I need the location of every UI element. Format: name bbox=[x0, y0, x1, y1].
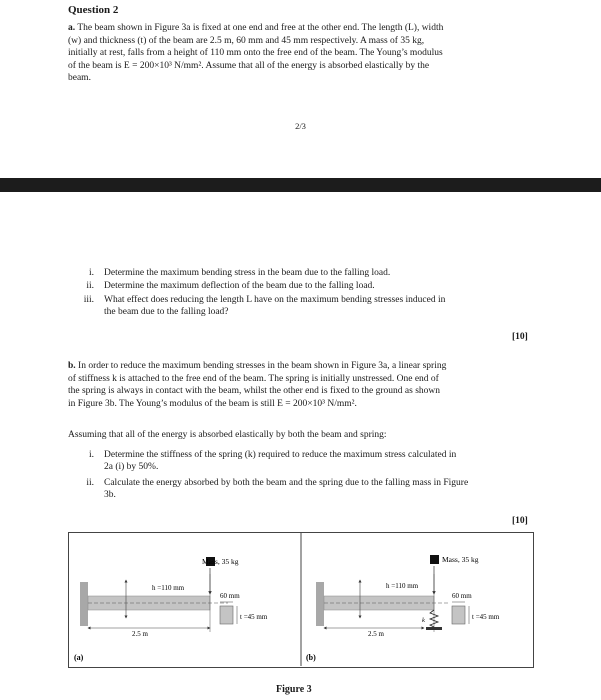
panel-a-label: (a) bbox=[74, 653, 84, 662]
page-separator-band bbox=[0, 178, 601, 192]
part-b-paragraph bbox=[68, 360, 538, 410]
falling-mass-block bbox=[430, 555, 439, 564]
figure-3-illustration bbox=[68, 532, 534, 668]
question-number: ii. bbox=[86, 478, 94, 488]
question-item bbox=[68, 477, 538, 505]
marks-b: [10] bbox=[512, 516, 528, 526]
question-number: ii. bbox=[86, 281, 94, 291]
question-heading: Question 2 bbox=[68, 4, 119, 16]
question-item bbox=[68, 294, 538, 322]
question-text: Determine the maximum deflection of the beam due to the falling load. bbox=[104, 281, 375, 291]
cross-section-rect bbox=[220, 606, 233, 624]
part-a-line: (w) and thickness (t) of the beam are 2.5 m, 60 mm and 45 mm respectively. A mass of 35 kg, bbox=[68, 35, 425, 46]
length-label: 2.5 m bbox=[368, 630, 384, 638]
width-label: 60 mm bbox=[452, 592, 472, 600]
part-b-line: b. In order to reduce the maximum bending stresses in the beam shown in Figure 3a, a linear spring bbox=[68, 361, 447, 371]
part-b-line: of stiffness k is attached to the free end of the beam. The spring is initially unstressed. One end of bbox=[68, 373, 439, 384]
part-a-line: of the beam is E = 200×10³ N/mm². Assume that all of the energy is absorbed elastically by the bbox=[68, 60, 430, 71]
length-label: 2.5 m bbox=[132, 630, 148, 638]
marks-a: [10] bbox=[512, 332, 528, 342]
question-text: What effect does reducing the length L have on the maximum bending stresses induced in the beam due to the falling load? bbox=[104, 295, 446, 317]
figure-panel-b bbox=[306, 555, 500, 662]
question-number: i. bbox=[88, 450, 94, 460]
thickness-label: t =45 mm bbox=[472, 613, 500, 621]
question-number: iii. bbox=[83, 295, 94, 305]
question-text: Determine the stiffness of the spring (k) required to reduce the maximum stress calculated in 2a (i) by 50%. bbox=[104, 450, 457, 472]
question-number: i. bbox=[88, 268, 94, 278]
figure-caption: Figure 3 bbox=[276, 684, 312, 695]
question-text: Determine the maximum bending stress in the beam due to the falling load. bbox=[104, 268, 391, 278]
height-label: h =110 mm bbox=[152, 584, 185, 592]
spring-label: k bbox=[422, 617, 425, 624]
part-b-line: in Figure 3b. The Young’s modulus of the beam is still E = 200×10³ N/mm². bbox=[68, 398, 357, 409]
fixed-wall bbox=[316, 582, 324, 626]
part-a-line: a. The beam shown in Figure 3a is fixed at one end and free at the other end. The length (L), width bbox=[68, 23, 444, 33]
part-a-paragraph bbox=[68, 22, 538, 85]
part-a-line: beam. bbox=[68, 73, 91, 84]
mass-label: Mass, 35 kg bbox=[202, 557, 239, 566]
figure-panel-a bbox=[74, 557, 268, 662]
part-a-label: a. bbox=[68, 23, 76, 33]
mass-label: Mass, 35 kg bbox=[442, 555, 479, 564]
thickness-label: t =45 mm bbox=[240, 613, 268, 621]
width-label: 60 mm bbox=[220, 592, 240, 600]
part-b-line: the spring is always in contact with the beam, whilst the other end is fixed to the ground as shown bbox=[68, 386, 441, 397]
part-a-line: initially at rest, falls from a height of 110 mm onto the free end of the beam. The Young’s modulus bbox=[68, 48, 443, 59]
fixed-wall bbox=[80, 582, 88, 626]
height-label: h =110 mm bbox=[386, 582, 419, 590]
question-item bbox=[68, 280, 538, 294]
question-text: Calculate the energy absorbed by both the beam and the spring due to the falling mass in Figure 3b. bbox=[104, 478, 469, 500]
cross-section-rect bbox=[452, 606, 465, 624]
part-b-assumption: Assuming that all of the energy is absorbed elastically by both the beam and spring: bbox=[68, 430, 387, 440]
panel-b-label: (b) bbox=[306, 653, 316, 662]
page-number: 2/3 bbox=[295, 121, 306, 131]
part-b-label: b. bbox=[68, 361, 76, 371]
question-item bbox=[68, 449, 538, 477]
spring-ground bbox=[426, 627, 442, 630]
question-item bbox=[68, 267, 538, 281]
